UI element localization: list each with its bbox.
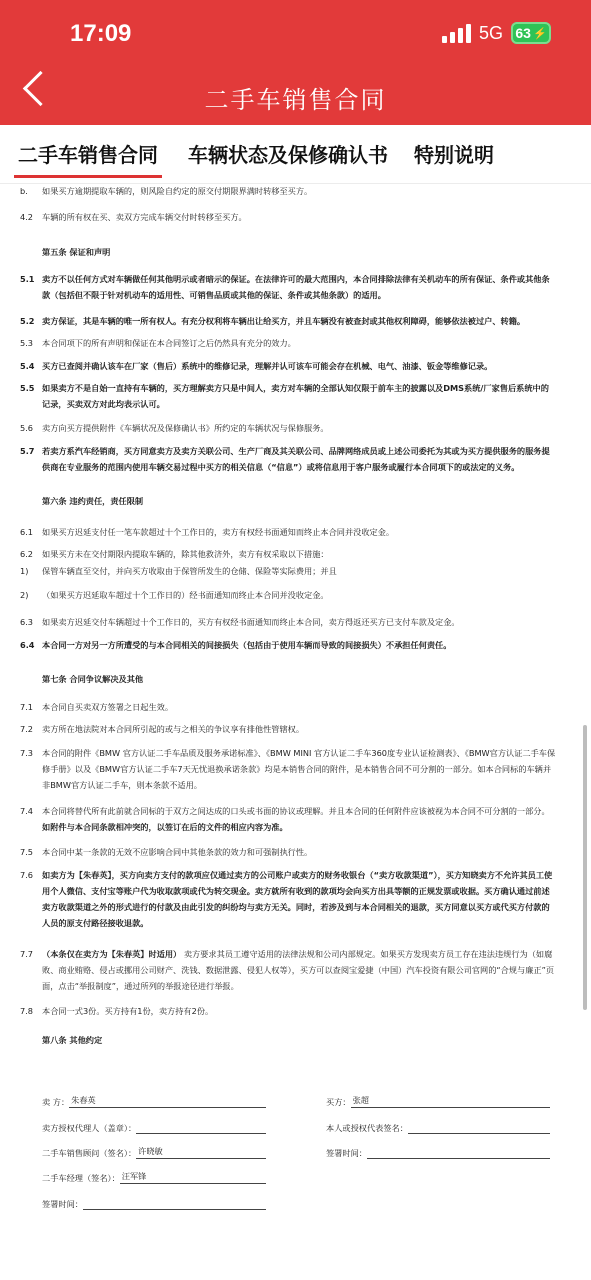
clause-text: 卖方向买方提供附件《车辆状况及保修确认书》所约定的车辆状况与保修服务。 (42, 423, 329, 433)
clause-number: 7.2 (20, 724, 34, 734)
seller-agent-line (136, 1121, 266, 1134)
manager-signature (42, 1171, 266, 1184)
network-type: 5G (478, 22, 503, 43)
clause-text: 本合同自买卖双方签署之日起生效。 (42, 702, 174, 712)
clause-text: 如卖方为【朱春英】，买方向卖方支付的款项应仅通过卖方的公司账户或卖方的财务收银台（“卖方收款渠道”），买方知晓卖方不允许其员工使用个人微信、支付宝等账户代为收取款项或代为转交现金。卖方就所有收到的款项均会向买方出具等额的正规发票或收据。买方确认通过前述卖方收款渠道之外的形式进行的付款及由此引发的纠纷均与卖方无关。同时，若涉及到与本合同相关的退款，买方同意以买方或代买方付款的人员的原支付路径接收退款。 (42, 870, 553, 928)
battery-level: 63 (515, 25, 531, 41)
clause-number: 5.6 (20, 423, 34, 433)
consultant-label: 二手车销售顾问（签名）： (42, 1148, 137, 1158)
manager-label: 二手车经理（签名）： (42, 1173, 120, 1183)
clause-text: 如果买方逾期提取车辆的，则风险自约定的原交付期限界满时转移至买方。 (42, 186, 313, 196)
clause-text: 卖方不以任何方式对车辆做任何其他明示或者暗示的保证。在法律许可的最大范围内，本合同排除法律有关机动车的所有保证、条件或其他条款（包括但不限于针对机动车的适用性、可销售品质或其他的保证、条件或其他条款）的适用。 (42, 274, 550, 300)
buyer-sign-line (408, 1121, 550, 1134)
clause-text: 车辆的所有权在买、卖双方完成车辆交付时转移至买方。 (42, 212, 247, 222)
clause-text (42, 946, 557, 994)
buyer-date-label: 签署时间： (326, 1148, 367, 1158)
page-title: 二手车销售合同 (204, 86, 387, 114)
clause-text: 保管车辆直至交付，并向买方收取由于保管所发生的仓储、保险等实际费用；并且 (42, 566, 337, 576)
clause-text-part: 卖方要求其员工遵守适用的法律法规和公司内部规定。如果买方发现卖方员工存在违法违规行为（如腐败、商业贿赂、侵占或挪用公司财产、洗钱、数据泄露、侵犯人权等），买方可以查阅宝爱捷（中国）汽车投资有限公司官网的“合规与廉正”页面，点击“举报制度”，通过所列的举报途径进行举报。 (42, 949, 555, 991)
clause-number: 6.1 (20, 527, 34, 537)
clause-number: 5.1 (20, 274, 35, 284)
buyer-label: 买方： (326, 1097, 351, 1107)
seller-label: 卖 方： (42, 1097, 70, 1107)
clause-text: 本合同一方对另一方所遭受的与本合同相关的间接损失（包括由于使用车辆而导致的间接损失）不承担任何责任。 (42, 640, 452, 650)
clause-text: 本合同项下的所有声明和保证在本合同签订之后仍然具有充分的效力。 (42, 338, 296, 348)
clause-number: 5.2 (20, 316, 35, 326)
clause-number: 7.3 (20, 748, 34, 758)
tab-special-notes[interactable]: 特别说明 (414, 143, 494, 167)
section-heading: 第八条 其他约定 (42, 1035, 103, 1045)
clause-text (42, 803, 557, 835)
clause-text-bold: （本条仅在卖方为【朱春英】时适用） (42, 949, 182, 959)
clause-text: 若卖方系汽车经销商，买方同意卖方及卖方关联公司、生产厂商及其关联公司、品牌网络成员或上述公司委托为其或为买方提供服务的服务提供商在专业服务的范围内使用车辆交易过程中买方的相关信息（“信息”）或将信息用于客户服务或履行本合同项下的或法定的义务。 (42, 446, 550, 472)
app-header (0, 0, 591, 125)
buyer-signature (326, 1095, 550, 1108)
clause-text-bold: 如附件与本合同条款相冲突的，以签订在后的文件的相应内容为准。 (42, 822, 288, 832)
clause-number: 2) (20, 590, 29, 600)
clause-number: 7.7 (20, 949, 34, 959)
clause-text-part: 本合同将替代所有此前就合同标的于双方之间达成的口头或书面的协议或理解。并且本合同的任何附件应该被视为本合同不可分割的一部分。 (42, 806, 550, 816)
seller-date-line (83, 1197, 266, 1210)
manager-value: 汪军锋 (120, 1171, 266, 1184)
clause-number: 5.3 (20, 338, 34, 348)
buyer-sign-field (326, 1121, 550, 1134)
clause-number: 5.5 (20, 383, 35, 393)
clause-number: 6.3 (20, 617, 34, 627)
buyer-date-line (367, 1146, 550, 1159)
clause-text: 卖方保证，其是车辆的唯一所有权人。有充分权利将车辆出让给买方，并且车辆没有被查封或其他权利障碍，能够依法被过户、转籍。 (42, 316, 526, 326)
status-indicators (442, 22, 551, 44)
clause-text: （如果买方迟延取车超过十个工作日的）经书面通知而终止本合同并没收定金。 (42, 590, 329, 600)
seller-date-label: 签署时间： (42, 1199, 83, 1209)
seller-signature (42, 1095, 266, 1108)
clause-number: 6.4 (20, 640, 35, 650)
buyer-date-field (326, 1146, 550, 1159)
seller-value: 朱春英 (69, 1095, 266, 1108)
scrollbar[interactable] (583, 725, 587, 1010)
tab-sales-contract[interactable]: 二手车销售合同 (18, 139, 158, 168)
clause-text: 本合同的附件《BMW 官方认证二手车品质及服务承诺标准》、《BMW MINI 官方认证二手车360度专业认证检测表》、《BMW官方认证二手车保修手册》以及《BMW官方认证二手车7天无忧退换承诺条款》均是本销售合同的附件，是本销售合同不可分割的一部分。如本合同标的车辆并非BMW官方认证二手车，则本条款不适用。 (42, 748, 556, 790)
clause-text: 卖方所在地法院对本合同所引起的或与之相关的争议享有排他性管辖权。 (42, 724, 305, 734)
clause-text: 如果买方迟延支付任一笔车款超过十个工作日的，卖方有权经书面通知而终止本合同并没收定金。 (42, 527, 395, 537)
clause-number: 7.1 (20, 702, 34, 712)
clause-number: 7.5 (20, 847, 34, 857)
clause-text: 如果卖方迟延交付车辆超过十个工作日的，买方有权经书面通知而终止本合同，卖方得返还买方已支付车款及定金。 (42, 617, 460, 627)
clause-text: 本合同一式3份。买方持有1份，卖方持有2份。 (42, 1006, 214, 1016)
battery-icon: 63 ⚡ (511, 22, 551, 44)
clause-number: 7.4 (20, 806, 34, 816)
seller-agent-signature (42, 1121, 266, 1134)
clause-number: b. (20, 186, 28, 196)
section-heading: 第五条 保证和声明 (42, 247, 111, 257)
consultant-signature (42, 1146, 266, 1159)
clause-number: 5.4 (20, 361, 35, 371)
clause-number: 1) (20, 566, 29, 576)
buyer-value: 张超 (351, 1095, 550, 1108)
signal-icon (442, 23, 471, 43)
tab-vehicle-status[interactable]: 车辆状态及保修确认书 (188, 143, 388, 167)
section-heading: 第七条 合同争议解决及其他 (42, 674, 144, 684)
clause-number: 7.6 (20, 870, 34, 880)
section-heading: 第六条 违约责任，责任限制 (42, 496, 144, 506)
clause-text: 买方已查阅并确认该车在厂家（售后）系统中的维修记录，理解并认可该车可能会存在机械、电气、油漆、钣金等维修记录。 (42, 361, 493, 371)
buyer-sign-label: 本人或授权代表签名： (326, 1123, 408, 1133)
clause-text: 如果卖方不是自始一直持有车辆的，买方理解卖方只是中间人，卖方对车辆的全部认知仅限于前车主的披露以及DMS系统/厂家售后系统中的记录，买卖双方对此均表示认可。 (42, 383, 549, 409)
tab-bar (0, 125, 591, 184)
clause-number: 6.2 (20, 549, 34, 559)
clause-number: 7.8 (20, 1006, 34, 1016)
contract-document (0, 183, 591, 1280)
seller-agent-label: 卖方授权代理人（盖章）： (42, 1123, 137, 1133)
clause-text: 如果买方未在交付期限内提取车辆的，除其他救济外，卖方有权采取以下措施： (42, 549, 329, 559)
status-time: 17:09 (70, 20, 132, 47)
clause-text: 本合同中某一条款的无效不应影响合同中其他条款的效力和可强制执行性。 (42, 847, 313, 857)
consultant-value: 许晓敏 (136, 1146, 266, 1159)
seller-date-field (42, 1197, 266, 1210)
clause-number: 5.7 (20, 446, 35, 456)
clause-number: 4.2 (20, 212, 34, 222)
